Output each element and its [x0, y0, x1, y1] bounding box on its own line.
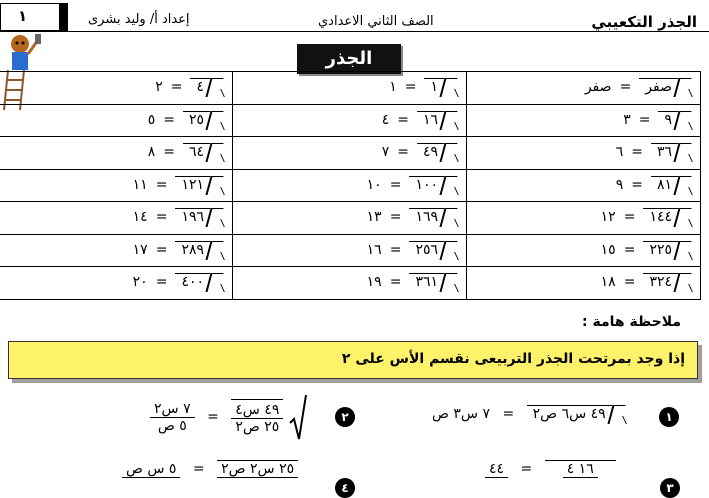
table-cell: [0, 234, 233, 267]
equals-sign: =: [389, 274, 402, 291]
root-result: صفر: [584, 79, 612, 96]
example-number: ١: [659, 407, 679, 427]
radicand: ٨١: [651, 176, 678, 193]
root-expression: [148, 111, 210, 128]
root-entry: [0, 170, 232, 201]
root-entry: [467, 202, 700, 233]
example-4: [122, 460, 298, 478]
root-result: ٤: [381, 111, 390, 128]
root-result: ١: [389, 79, 397, 96]
radicand: ١٠٠: [409, 176, 444, 193]
note-text: إذا وجد بمرتحت الجذر التربيعى نقسم الأس على ٢: [341, 351, 685, 367]
table-row: [0, 202, 701, 235]
root-result: ٩: [615, 176, 624, 193]
root-expression: [601, 241, 678, 258]
radical-sign-icon: [288, 393, 308, 441]
example-1-result: ٧ س٣ ص: [432, 406, 490, 422]
note-title: ملاحظة هامة :: [582, 314, 681, 330]
equals-sign: =: [163, 144, 175, 161]
equals-sign: =: [155, 176, 168, 193]
equals-sign: =: [155, 241, 168, 258]
equals-sign: =: [631, 176, 643, 193]
example-number: ٤: [335, 478, 355, 498]
table-cell: [467, 202, 701, 235]
main-title: الجذر التربيعى: [297, 44, 401, 74]
header-divider: [0, 31, 709, 32]
table-cell: [233, 137, 467, 170]
table-cell: [0, 137, 233, 170]
root-expression: [367, 176, 444, 193]
page-number: ١: [18, 7, 28, 25]
root-entry: [467, 267, 700, 298]
root-expression: [133, 176, 210, 193]
equals-sign: =: [397, 111, 409, 128]
table-cell: [233, 104, 467, 137]
root-expression: [616, 176, 678, 193]
equals-sign: =: [389, 209, 402, 226]
example-2-radicand-numerator: ٤٩ س٤: [231, 402, 283, 419]
root-entry: [0, 202, 232, 233]
root-result: ١١: [132, 176, 148, 193]
table-cell: [467, 234, 701, 267]
equals-sign: =: [389, 241, 402, 258]
root-expression: [601, 273, 678, 290]
root-entry: [467, 235, 700, 266]
root-entry: [233, 72, 466, 103]
table-cell: [467, 267, 701, 300]
table-cell: [0, 202, 233, 235]
equals-sign: =: [170, 79, 183, 96]
root-expression: [585, 78, 678, 95]
equals-sign: =: [623, 274, 636, 291]
root-result: ٦: [615, 144, 624, 161]
square-root-table: [0, 71, 701, 300]
example-3: [485, 460, 616, 478]
equals-sign: =: [502, 406, 515, 422]
table-cell: [467, 137, 701, 170]
table-cell: [467, 169, 701, 202]
example-2-result-denominator: ٥ ص: [157, 417, 187, 434]
root-expression: [389, 78, 444, 95]
table-cell: [467, 104, 701, 137]
root-expression: [133, 241, 210, 258]
table-row: [0, 267, 701, 300]
example-4-radicand-value: ٢٥ س٢ ص٢: [217, 461, 298, 478]
example-1: [432, 405, 612, 422]
example-2-result: [150, 401, 195, 434]
table-cell: [233, 72, 467, 105]
root-expression: [133, 273, 210, 290]
example-4-radicand: [217, 460, 298, 478]
note-box: [8, 341, 698, 379]
radicand: ٢٥: [183, 111, 210, 128]
equals-sign: =: [389, 176, 402, 193]
table-cell: [0, 267, 233, 300]
root-expression: [155, 78, 210, 95]
example-3-radicand-value: ١٦ ٤: [563, 461, 598, 478]
equals-sign: =: [619, 79, 632, 96]
page-number-box: [0, 3, 60, 31]
root-entry: [467, 170, 700, 201]
equals-sign: =: [155, 274, 168, 291]
equals-sign: =: [404, 79, 417, 96]
radicand: صفر: [639, 78, 678, 95]
root-entry: [0, 235, 232, 266]
grade-label: الصف الثاني الاعدادي: [318, 14, 434, 29]
example-number: ٢: [335, 407, 355, 427]
radicand: ٣٦١: [409, 273, 444, 290]
radicand: ١٩٦: [175, 208, 210, 225]
table-row: [0, 169, 701, 202]
radicand: ٦٤: [183, 143, 210, 160]
equals-sign: =: [207, 409, 219, 425]
example-2: [150, 393, 308, 441]
radicand: ٤: [190, 78, 210, 95]
root-entry: [233, 202, 466, 233]
radicand: ٩: [658, 111, 678, 128]
equals-sign: =: [623, 209, 636, 226]
example-number: ٣: [660, 478, 680, 498]
root-result: ١٦: [366, 241, 382, 258]
table-cell: [233, 169, 467, 202]
root-result: ١٥: [600, 241, 616, 258]
table-row: [0, 234, 701, 267]
root-expression: [367, 241, 444, 258]
example-4-result-value: ٥ س ص: [122, 461, 180, 478]
equals-sign: =: [163, 111, 175, 128]
root-result: ٣: [623, 111, 631, 128]
root-result: ٢: [155, 79, 163, 96]
radicand: ١: [424, 78, 444, 95]
table-cell: [233, 202, 467, 235]
equals-sign: =: [520, 461, 533, 477]
root-entry: [467, 137, 700, 168]
radicand: ٢٥٦: [409, 241, 444, 258]
root-result: ١٩: [366, 274, 382, 291]
table-cell: [0, 169, 233, 202]
example-2-radicand-denominator: ٢٥ ص٢: [235, 419, 280, 435]
example-3-result-numerator: ٤٤: [485, 461, 508, 478]
root-result: ٥: [147, 111, 156, 128]
root-expression: [623, 111, 678, 128]
equals-sign: =: [623, 241, 636, 258]
root-result: ١٢: [600, 209, 616, 226]
root-result: ١٠: [366, 176, 382, 193]
root-result: ١٧: [132, 241, 148, 258]
equals-sign: =: [397, 144, 409, 161]
table-row: [0, 137, 701, 170]
example-2-radicand: [231, 399, 283, 435]
radicand: ٣٦: [651, 143, 678, 160]
root-expression: [382, 143, 444, 160]
root-entry: [0, 267, 232, 298]
table-cell: [233, 267, 467, 300]
radicand: ١٦: [417, 111, 444, 128]
radicand: ١٤٤: [643, 208, 678, 225]
root-expression: [382, 111, 444, 128]
table-cell: [0, 72, 233, 105]
root-entry: [467, 72, 700, 103]
root-entry: [233, 137, 466, 168]
equals-sign: =: [638, 111, 651, 128]
example-4-result: [122, 461, 180, 478]
root-entry: [467, 105, 700, 136]
root-result: ٨: [147, 144, 156, 161]
table-row: [0, 104, 701, 137]
root-entry: [233, 170, 466, 201]
table-cell: [467, 72, 701, 105]
root-expression: [148, 143, 210, 160]
radicand: ١٢١: [175, 176, 210, 193]
root-entry: [233, 105, 466, 136]
radicand: ٢٢٥: [643, 241, 678, 258]
equals-sign: =: [631, 144, 643, 161]
root-entry: [233, 235, 466, 266]
root-entry: [233, 267, 466, 298]
author-credit: إعداد أ/ وليد بشرى: [88, 12, 190, 27]
table-cell: [233, 234, 467, 267]
example-3-radicand: [545, 460, 616, 478]
root-expression: [133, 208, 210, 225]
root-result: ١٣: [366, 209, 382, 226]
example-3-result: [485, 461, 508, 478]
radicand: ١٦٩: [409, 208, 444, 225]
radicand: ٣٢٤: [643, 273, 678, 290]
page-stack: [0, 3, 60, 31]
radicand: ٢٨٩: [175, 241, 210, 258]
table-cell: [0, 104, 233, 137]
radicand: ٤٠٠: [175, 273, 210, 290]
table-row: [0, 72, 701, 105]
topic-title: الجذر التكعيبي: [591, 13, 697, 31]
radicand: ٤٩: [417, 143, 444, 160]
root-entry: [0, 105, 232, 136]
root-result: ١٤: [132, 209, 148, 226]
root-entry: [0, 137, 232, 168]
example-1-radicand: ٤٩ س٦ ص٢: [527, 405, 612, 422]
root-entry: [0, 72, 232, 103]
root-expression: [601, 208, 678, 225]
root-result: ١٨: [600, 274, 616, 291]
example-2-result-numerator: ٧ س٢: [150, 401, 195, 418]
root-result: ٧: [381, 144, 390, 161]
root-result: ٢٠: [132, 274, 148, 291]
equals-sign: =: [192, 461, 205, 477]
root-expression: [616, 143, 678, 160]
root-expression: [367, 273, 444, 290]
root-expression: [367, 208, 444, 225]
equals-sign: =: [155, 209, 168, 226]
